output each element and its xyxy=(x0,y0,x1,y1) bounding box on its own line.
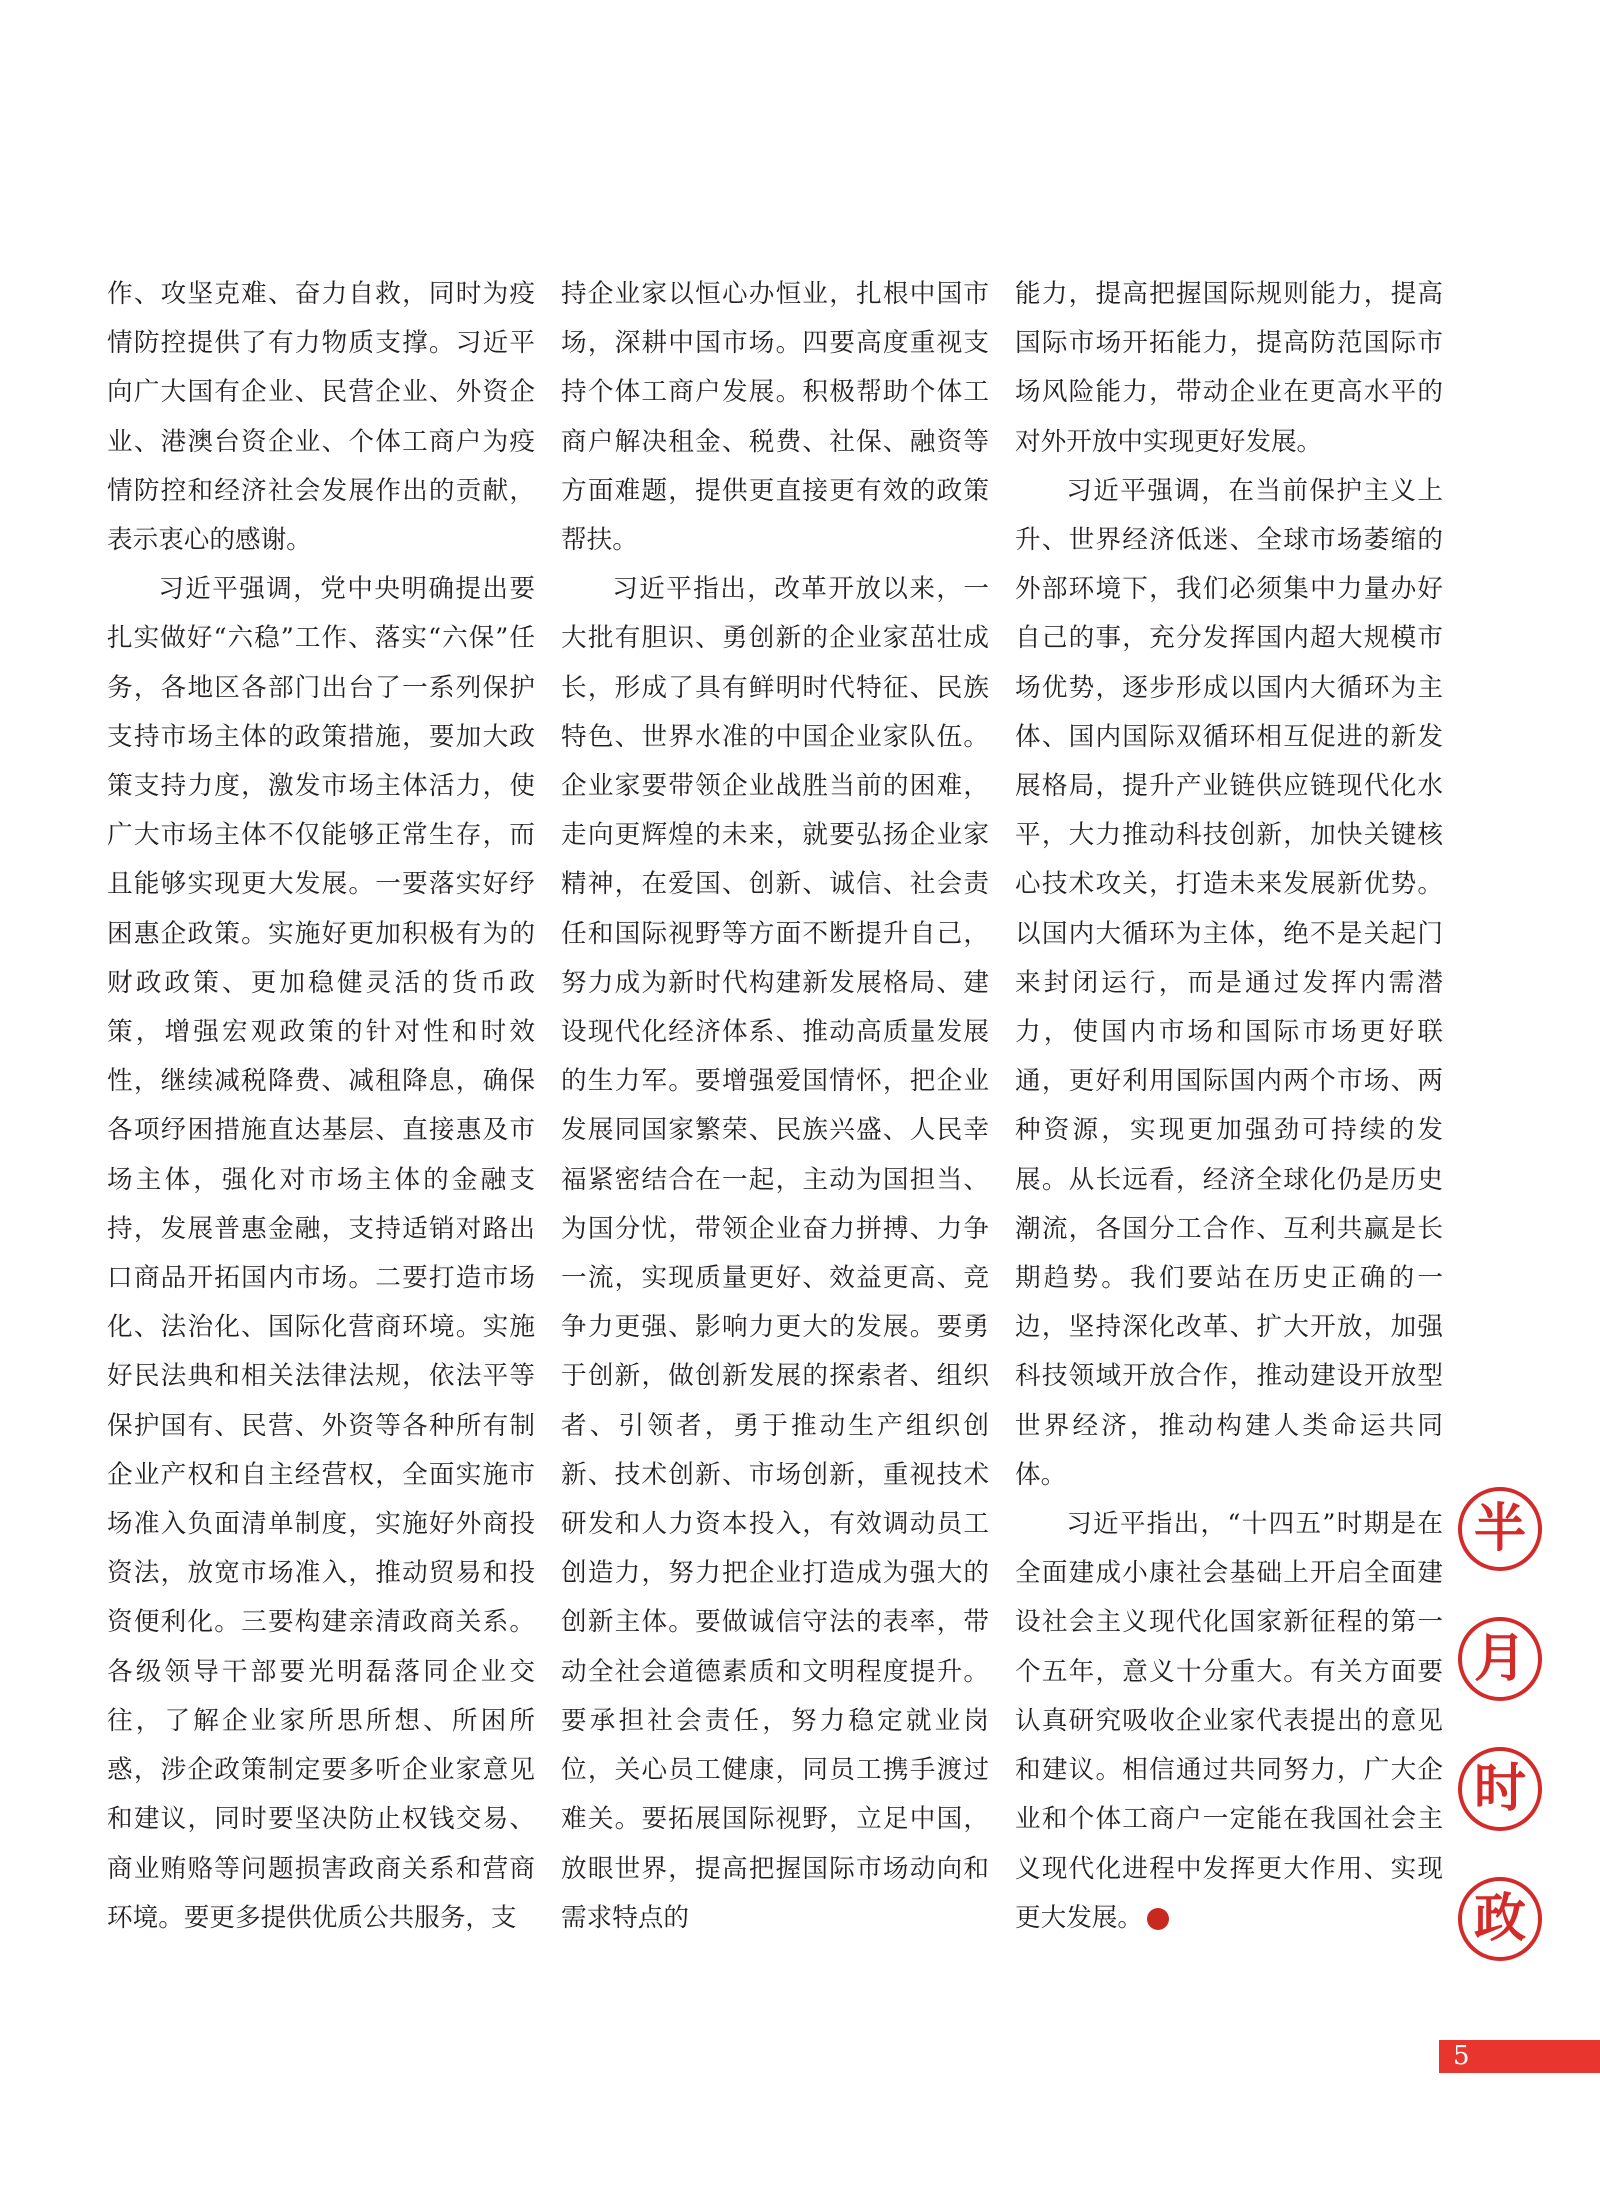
page-number: 5 xyxy=(1453,2041,1470,2071)
section-title-char-4: 政 xyxy=(1458,1877,1542,1961)
paragraph: 习近平强调，党中央明确提出要扎实做好“六稳”工作、落实“六保”任务，各地区各部门出台了一系列保护支持市场主体的政策措施，要加大政策支持力度，激发市场主体活力，使广大市场主体不仅能够正常生存，而且能够实现更大发展。一要落实好纾困惠企政策。实施好更加积极有为的财政政策、更加稳健灵活的货币政策，增强宏观政策的针对性和时效性，继续减税降费、减租降息，确保各项纾困措施直达基层、直接惠及市场主体，强化对市场主体的金融支持，发展普惠金融，支持适销对路出口商品开拓国内市场。二要打造市场化、法治化、国际化营商环境。实施好民法典和相关法律法规，依法平等保护国有、民营、外资等各种所有制企业产权和自主经营权，全面实施市场准入负面清单制度，实施好外商投资法，放宽市场准入，推动贸易和投资便利化。三要构建亲清政商关系。各级领导干部要光明磊落同企业交往，了解企业家所思所想、所困所惑，涉企政策制定要多听企业家意见和建议，同时要坚决防止权钱交易、商业贿赂等问题损害政商关系和营商环境。要更多提供优质公共服务，支 xyxy=(107,574,535,1933)
paragraph-final-text: 习近平指出，“十四五”时期是在全面建成小康社会基础上开启全面建设社会主义现代化国家新征程的第一个五年，意义十分重大。有关方面要认真研究吸收企业家代表提出的意见和建议。相信通过共同努力，广大企业和个体工商户一定能在我国社会主义现代化进程中发挥更大作用、实现更大发展。 xyxy=(1015,1509,1443,1933)
text-column-3 xyxy=(1015,270,1443,1943)
paragraph: 作、攻坚克难、奋力自救，同时为疫情防控提供了有力物质支撑。习近平向广大国有企业、民营企业、外资企业、港澳台资企业、个体工商户为疫情防控和经济社会发展作出的贡献，表示衷心的感谢。 xyxy=(107,279,535,556)
paragraph: 能力，提高把握国际规则能力，提高国际市场开拓能力，提高防范国际市场风险能力，带动企业在更高水平的对外开放中实现更好发展。 xyxy=(1015,279,1443,457)
paragraph-final xyxy=(1015,1500,1443,1943)
paragraph: 习近平指出，改革开放以来，一大批有胆识、勇创新的企业家茁壮成长，形成了具有鲜明时代特征、民族特色、世界水准的中国企业家队伍。企业家要带领企业战胜当前的困难，走向更辉煌的未来，就要弘扬企业家精神，在爱国、创新、诚信、社会责任和国际视野等方面不断提升自己，努力成为新时代构建新发展格局、建设现代化经济体系、推动高质量发展的生力军。要增强爱国情怀，把企业发展同国家繁荣、民族兴盛、人民幸福紧密结合在一起，主动为国担当、为国分忧，带领企业奋力拼搏、力争一流，实现质量更好、效益更高、竞争力更强、影响力更大的发展。要勇于创新，做创新发展的探索者、组织者、引领者，勇于推动生产组织创新、技术创新、市场创新，重视技术研发和人力资本投入，有效调动员工创造力，努力把企业打造成为强大的创新主体。要做诚信守法的表率，带动全社会道德素质和文明程度提升。要承担社会责任，努力稳定就业岗位，关心员工健康，同员工携手渡过难关。要拓展国际视野，立足中国，放眼世界，提高把握国际市场动向和需求特点的 xyxy=(561,574,989,1933)
section-title-char-3: 时 xyxy=(1458,1747,1542,1831)
section-title-char-1: 半 xyxy=(1458,1487,1542,1571)
text-column-1 xyxy=(107,270,535,1943)
page-number-bar xyxy=(1439,2040,1600,2073)
paragraph: 习近平强调，在当前保护主义上升、世界经济低迷、全球市场萎缩的外部环境下，我们必须集中力量办好自己的事，充分发挥国内超大规模市场优势，逐步形成以国内大循环为主体、国内国际双循环相互促进的新发展格局，提升产业链供应链现代化水平，大力推动科技创新，加快关键核心技术攻关，打造未来发展新优势。以国内大循环为主体，绝不是关起门来封闭运行，而是通过发挥内需潜力，使国内市场和国际市场更好联通，更好利用国际国内两个市场、两种资源，实现更加强劲可持续的发展。从长远看，经济全球化仍是历史潮流，各国分工合作、互利共赢是长期趋势。我们要站在历史正确的一边，坚持深化改革、扩大开放，加强科技领域开放合作，推动建设开放型世界经济，推动构建人类命运共同体。 xyxy=(1015,475,1443,1490)
paragraph: 持企业家以恒心办恒业，扎根中国市场，深耕中国市场。四要高度重视支持个体工商户发展。积极帮助个体工商户解决租金、税费、社保、融资等方面难题，提供更直接更有效的政策帮扶。 xyxy=(561,279,989,556)
article-end-icon: 个 xyxy=(1147,1908,1169,1930)
section-title-char-2: 月 xyxy=(1458,1617,1542,1701)
text-column-2 xyxy=(561,270,989,1943)
